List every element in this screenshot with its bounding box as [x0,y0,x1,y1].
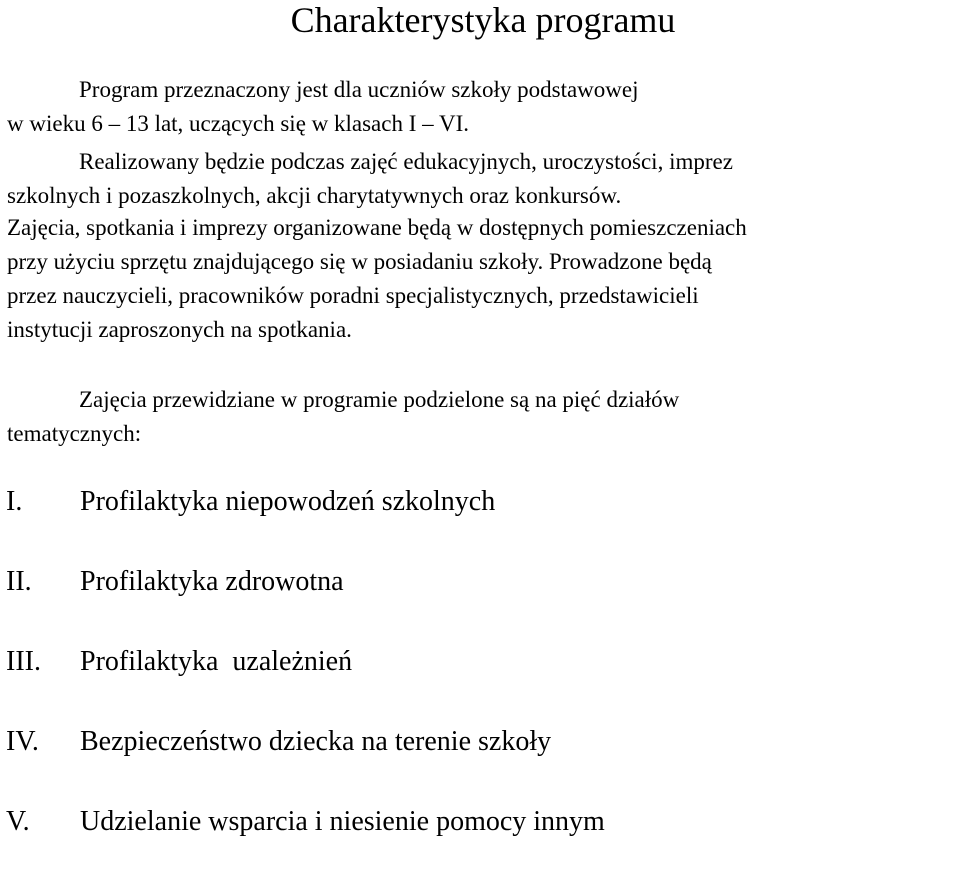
list-item-label: Bezpieczeństwo dziecka na terenie szkoły [80,726,552,757]
page-title: Charakterystyka programu [290,0,676,40]
paragraph-line: instytucji zaproszonych na spotkania. [7,317,352,342]
paragraph-line: przy użyciu sprzętu znajdującego się w posiadaniu szkoły. Prowadzone będą [7,249,712,274]
list-item-numeral: V. [6,806,30,837]
paragraph-program-organization [7,211,747,347]
list-item [6,482,605,562]
list-item-label: Profilaktyka niepowodzeń szkolnych [80,486,496,517]
paragraph-sections-intro [7,383,679,451]
list-item-label: Udzielanie wsparcia i niesienie pomocy innym [80,806,605,837]
list-item-numeral: II. [6,566,32,597]
thematic-sections-list [6,482,605,882]
paragraph-line: Program przeznaczony jest dla uczniów szkoły podstawowej [79,77,639,102]
list-item-label: Profilaktyka zdrowotna [80,566,344,597]
paragraph-line: Zajęcia przewidziane w programie podzielone są na pięć działów [79,387,680,412]
list-item [6,562,605,642]
paragraph-program-audience [7,73,639,141]
paragraph-line: w wieku 6 – 13 lat, uczących się w klasach I – VI. [7,111,469,136]
list-item-numeral: I. [6,486,23,517]
list-item [6,642,605,722]
paragraph-line: Zajęcia, spotkania i imprezy organizowane będą w dostępnych pomieszczeniach [7,215,747,240]
list-item-label: Profilaktyka uzależnień [80,646,353,677]
paragraph-line: przez nauczycieli, pracowników poradni specjalistycznych, przedstawicieli [7,283,699,308]
list-item [6,802,605,882]
paragraph-line: tematycznych: [7,421,142,446]
list-item-numeral: III. [6,646,41,677]
paragraph-line: szkolnych i pozaszkolnych, akcji charytatywnych oraz konkursów. [7,183,622,208]
paragraph-program-realization [7,145,733,213]
paragraph-line: Realizowany będzie podczas zajęć edukacyjnych, uroczystości, imprez [79,149,733,174]
list-item [6,722,605,802]
list-item-numeral: IV. [6,726,39,757]
